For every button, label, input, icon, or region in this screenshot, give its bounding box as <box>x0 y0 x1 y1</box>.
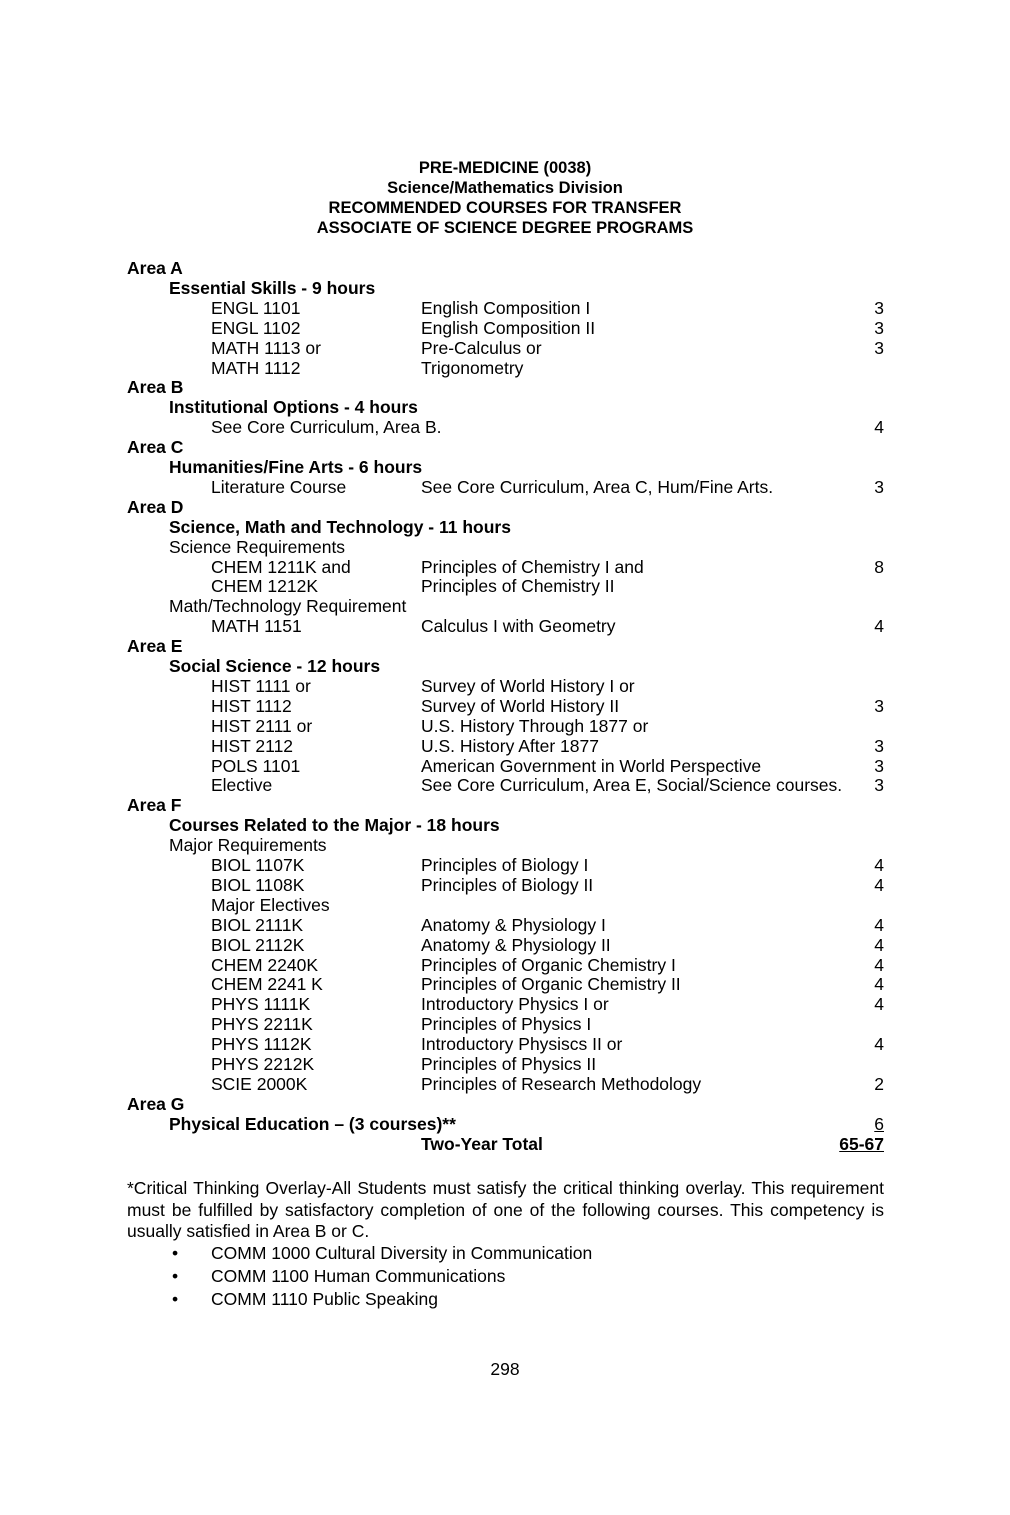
section-heading-row <box>0 517 1010 537</box>
course-code: POLS 1101 <box>211 755 301 776</box>
course-title: Principles of Biology I <box>421 855 589 875</box>
requirement-group-row <box>0 596 1010 616</box>
course-code: MATH 1112 <box>211 357 301 378</box>
course-code: PHYS 2211K <box>211 1014 313 1035</box>
area-label: Area B <box>127 377 184 398</box>
requirement-group-row <box>0 537 1010 557</box>
section-heading-row <box>0 656 1010 676</box>
course-title: Principles of Physics II <box>421 1054 597 1074</box>
credit-hours: 4 <box>874 914 884 935</box>
course-title: U.S. History Through 1877 or <box>421 715 649 736</box>
course-code: ENGL 1101 <box>211 297 301 318</box>
table-row <box>0 298 1010 318</box>
credit-hours: 4 <box>874 616 884 637</box>
credit-hours: 4 <box>874 417 884 438</box>
table-row <box>0 915 1010 935</box>
total-label: Two-Year Total <box>421 1133 543 1154</box>
course-title: Survey of World History II <box>421 695 620 716</box>
bullet-icon: • <box>172 1243 179 1263</box>
credit-hours: 3 <box>874 337 884 358</box>
table-row <box>0 338 1010 358</box>
area-label-row <box>0 1094 1010 1114</box>
division-title: Science/Mathematics Division <box>387 179 623 197</box>
list-item-text: COMM 1110 Public Speaking <box>211 1289 438 1309</box>
course-code: MATH 1151 <box>211 616 302 637</box>
credit-hours: 3 <box>874 735 884 756</box>
area-label-row <box>0 795 1010 815</box>
table-row <box>0 477 1010 497</box>
credit-hours: 8 <box>874 556 884 577</box>
credit-hours: 4 <box>874 855 884 875</box>
program-title: PRE-MEDICINE (0038) <box>418 159 592 177</box>
table-row <box>0 756 1010 776</box>
total-row <box>0 1134 1010 1154</box>
physical-education-row <box>0 1114 1010 1134</box>
table-row <box>0 716 1010 736</box>
section-heading: Social Science - 12 hours <box>169 656 381 676</box>
table-row <box>0 775 1010 795</box>
section-heading-row <box>0 278 1010 298</box>
credit-hours: 4 <box>874 934 884 955</box>
course-title: Principles of Organic Chemistry II <box>421 974 681 995</box>
section-heading: Physical Education – (3 courses)** <box>169 1113 456 1134</box>
course-code: BIOL 2111K <box>211 914 304 935</box>
list-item <box>172 1265 872 1288</box>
course-code: HIST 2112 <box>211 735 294 756</box>
degree-programs-title: ASSOCIATE OF SCIENCE DEGREE PROGRAMS <box>316 219 694 237</box>
course-title: Principles of Research Methodology <box>421 1073 702 1094</box>
credit-hours: 6 <box>874 1113 884 1134</box>
table-row <box>0 875 1010 895</box>
page-number: 298 <box>490 1359 520 1379</box>
table-row <box>0 935 1010 955</box>
course-title: Calculus I with Geometry <box>421 616 616 637</box>
course-title: Pre-Calculus or <box>421 337 542 358</box>
table-row <box>0 557 1010 577</box>
table-row <box>0 616 1010 636</box>
course-title: Anatomy & Physiology I <box>421 914 606 935</box>
credit-hours: 4 <box>874 954 884 975</box>
table-row <box>0 1074 1010 1094</box>
course-code: SCIE 2000K <box>211 1073 308 1094</box>
table-row <box>0 358 1010 378</box>
list-item <box>172 1242 872 1265</box>
bullet-icon: • <box>172 1289 179 1309</box>
area-label-row <box>0 258 1010 278</box>
area-label: Area A <box>127 258 183 278</box>
course-title: Anatomy & Physiology II <box>421 934 611 955</box>
course-code: BIOL 1108K <box>211 874 305 895</box>
area-label: Area G <box>127 1093 185 1114</box>
table-row <box>0 1014 1010 1034</box>
section-heading: Courses Related to the Major - 18 hours <box>169 815 500 836</box>
course-title: See Core Curriculum, Area E, Social/Science courses. <box>421 775 843 796</box>
credit-hours: 3 <box>874 476 884 497</box>
credit-hours: 4 <box>874 974 884 995</box>
requirement-group-label: Math/Technology Requirement <box>169 596 407 617</box>
course-title: U.S. History After 1877 <box>421 735 599 756</box>
course-title: American Government in World Perspective <box>421 755 762 776</box>
course-code: PHYS 1111K <box>211 994 311 1015</box>
course-title: Principles of Physics I <box>421 1014 592 1035</box>
credit-hours: 2 <box>874 1073 884 1094</box>
course-code: PHYS 1112K <box>211 1034 312 1055</box>
credit-hours: 3 <box>874 755 884 776</box>
table-row <box>0 576 1010 596</box>
table-row <box>0 736 1010 756</box>
course-title: Principles of Biology II <box>421 874 594 895</box>
course-code: CHEM 1211K and <box>211 556 351 577</box>
table-row <box>0 318 1010 338</box>
requirement-group-label: Major Requirements <box>169 835 327 856</box>
table-row <box>0 417 1010 437</box>
credit-hours: 4 <box>874 994 884 1015</box>
course-code: HIST 1111 or <box>211 675 311 696</box>
area-label: Area D <box>127 496 184 517</box>
course-code: CHEM 2241 K <box>211 974 323 995</box>
credit-hours: 3 <box>874 695 884 716</box>
table-row <box>0 1034 1010 1054</box>
section-heading-row <box>0 457 1010 477</box>
table-row <box>0 974 1010 994</box>
course-code: HIST 2111 or <box>211 715 313 736</box>
course-code: CHEM 2240K <box>211 954 318 975</box>
course-title: English Composition I <box>421 297 591 318</box>
course-code: HIST 1112 <box>211 695 292 716</box>
list-item-text: COMM 1000 Cultural Diversity in Communication <box>211 1243 593 1263</box>
area-label: Area E <box>127 636 183 657</box>
course-title: Introductory Physiscs II or <box>421 1034 623 1055</box>
course-title: Principles of Chemistry I and <box>421 556 644 577</box>
table-row <box>0 895 1010 915</box>
course-code: See Core Curriculum, Area B. <box>211 417 442 438</box>
section-heading: Institutional Options - 4 hours <box>169 397 418 418</box>
total-hours: 65-67 <box>839 1133 884 1154</box>
list-item <box>172 1288 872 1311</box>
requirement-group-row <box>0 835 1010 855</box>
course-title: English Composition II <box>421 317 596 338</box>
table-row <box>0 994 1010 1014</box>
area-label-row <box>0 377 1010 397</box>
area-label-row <box>0 497 1010 517</box>
table-row <box>0 955 1010 975</box>
course-code: CHEM 1212K <box>211 576 318 597</box>
critical-thinking-note: *Critical Thinking Overlay-All Students must satisfy the critical thinking overlay. This requirement must be fulfilled by satisfactory completion of one of the following courses. This competency is usually satisfied in Area B or C. <box>127 1178 884 1241</box>
credit-hours: 4 <box>874 1034 884 1055</box>
course-code: BIOL 1107K <box>211 855 305 875</box>
credit-hours: 4 <box>874 874 884 895</box>
course-title: Introductory Physics I or <box>421 994 609 1015</box>
area-label-row <box>0 636 1010 656</box>
requirement-group-label: Science Requirements <box>169 536 346 557</box>
course-title: See Core Curriculum, Area C, Hum/Fine Arts. <box>421 476 774 497</box>
area-label-row <box>0 437 1010 457</box>
table-row <box>0 676 1010 696</box>
comm-course-list <box>172 1242 872 1311</box>
course-code: MATH 1113 or <box>211 337 321 358</box>
course-title: Principles of Chemistry II <box>421 576 615 597</box>
list-item-text: COMM 1100 Human Communications <box>211 1266 506 1286</box>
recommended-courses-title: RECOMMENDED COURSES FOR TRANSFER <box>328 199 682 217</box>
credit-hours: 3 <box>874 317 884 338</box>
course-code: Literature Course <box>211 476 347 497</box>
course-code: ENGL 1102 <box>211 317 301 338</box>
table-row <box>0 855 1010 875</box>
course-title: Survey of World History I or <box>421 675 635 696</box>
course-title: Principles of Organic Chemistry I <box>421 954 676 975</box>
course-code: Major Electives <box>211 894 330 915</box>
section-heading-row <box>0 815 1010 835</box>
section-heading: Humanities/Fine Arts - 6 hours <box>169 457 423 477</box>
credit-hours: 3 <box>874 297 884 318</box>
course-code: BIOL 2112K <box>211 934 305 955</box>
bullet-icon: • <box>172 1266 179 1286</box>
table-row <box>0 1054 1010 1074</box>
area-label: Area F <box>127 795 182 816</box>
section-heading-row <box>0 397 1010 417</box>
section-heading: Science, Math and Technology - 11 hours <box>169 516 511 537</box>
area-label: Area C <box>127 437 184 458</box>
course-code: PHYS 2212K <box>211 1054 315 1074</box>
course-title: Trigonometry <box>421 357 524 378</box>
section-heading: Essential Skills - 9 hours <box>169 277 376 298</box>
course-code: Elective <box>211 775 273 796</box>
credit-hours: 3 <box>874 775 884 796</box>
table-row <box>0 696 1010 716</box>
